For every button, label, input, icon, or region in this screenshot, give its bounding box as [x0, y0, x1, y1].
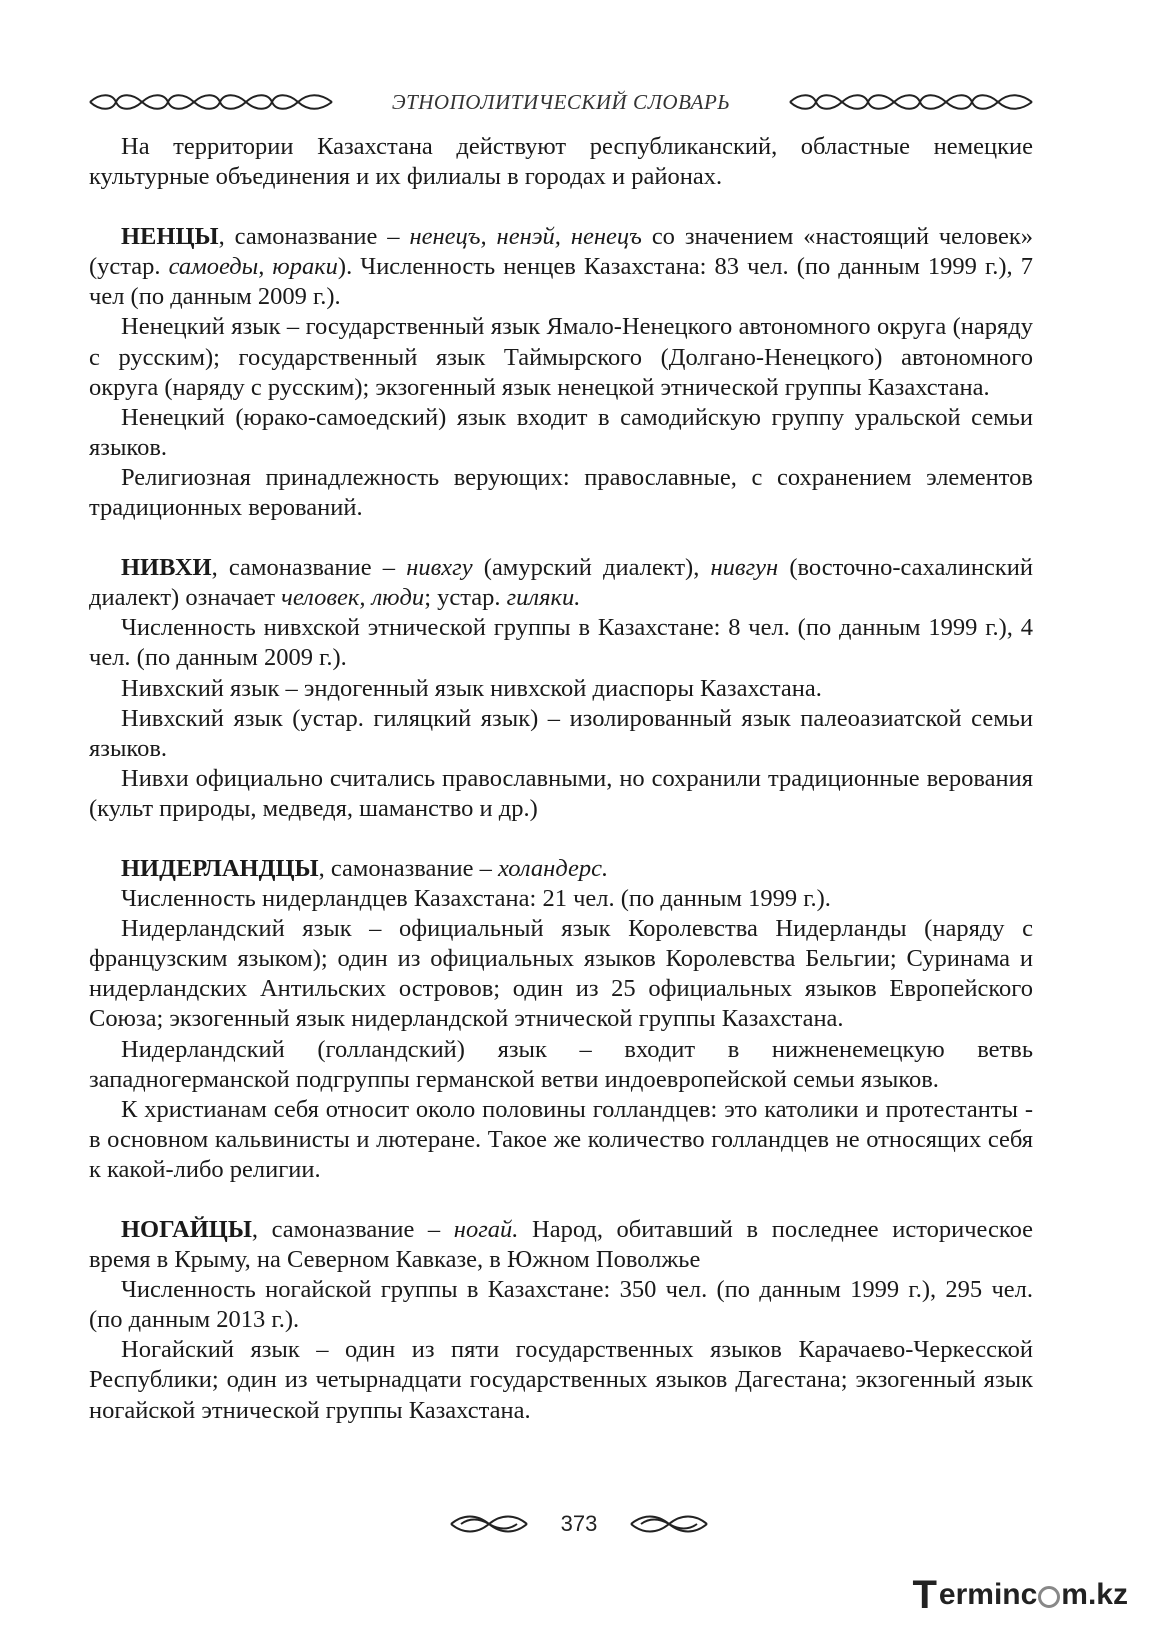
self-name: ногай.: [453, 1216, 519, 1243]
text: Численность нивхской этнической группы в Казахстане: 8 чел. (по данным 1999 г.), 4 чел. (по данным 2009 г.).: [89, 614, 1033, 672]
entry-term: НИВХИ: [121, 554, 212, 582]
text: Численность нидерландцев Казахстана: 21 чел. (по данным 1999 г.).: [121, 885, 831, 913]
text: , самоназвание –: [211, 554, 407, 582]
page-footer: [0, 1508, 1158, 1540]
entry-separator: [89, 1185, 1033, 1215]
text: Ненецкий язык – государственный язык Ямало-Ненецкого автономного округа (наряду с русским); государственный язык Таймырского (Долгано-Ненецкого) автономного округа (наряду с русским); экзогенный язык ненецкой этнической группы Казахстана.: [89, 313, 1033, 401]
watermark-t: T: [912, 1573, 937, 1617]
paragraph-germans-organizations: [89, 132, 1033, 192]
search-icon: [1038, 1586, 1060, 1608]
entry-nentsy-heading: [89, 222, 1033, 312]
self-name: холандерс.: [498, 854, 609, 882]
text: На территории Казахстана действуют республиканский, областные немецкие культурные объединения и их филиалы в городах и районах.: [89, 133, 1033, 191]
paragraph-nentsy-language-family: [89, 403, 1033, 463]
paragraph-niderlandtsy-language-family: [89, 1035, 1033, 1095]
left-ornament-icon: [86, 91, 336, 113]
old-name: самоеды, юраки: [168, 253, 338, 281]
text: К христианам себя относит около половины голландцев: это католики и протестанты - в основном кальвинисты и лютеране. Такое же количество голландцев не относящих себя к какой-либо религии.: [89, 1095, 1033, 1183]
paragraph-niderlandtsy-religion: [89, 1095, 1033, 1185]
paragraph-nivkhi-language-status: [89, 674, 1033, 704]
text: (восточно-сахалинский диалект) означает: [89, 554, 1034, 612]
entry-term: НОГАЙЦЫ: [121, 1216, 252, 1243]
meaning: человек, люди: [281, 584, 425, 612]
text: Нивхи официально считались православными, но сохранили традиционные верования (культ природы, медведя, шаманство и др.): [89, 764, 1033, 822]
paragraph-nentsy-language-status: [89, 312, 1033, 402]
entry-separator: [89, 192, 1033, 222]
text: Нивхский язык – эндогенный язык нивхской диаспоры Казахстана.: [121, 674, 822, 702]
paragraph-niderlandtsy-population: [89, 884, 1033, 914]
right-ornament-icon: [786, 91, 1036, 113]
text: Ненецкий (юрако-самоедский) язык входит в самодийскую группу уральской семьи языков.: [89, 403, 1033, 461]
text: Нидерландский (голландский) язык – входит в нижненемецкую ветвь западногерманской подгруппы германской ветви индоевропейской семьи языков.: [89, 1035, 1033, 1093]
text: , самоназвание –: [251, 1216, 454, 1243]
self-name: нивгун: [710, 554, 779, 582]
left-flourish-icon: [449, 1512, 529, 1536]
text: со значением «настоящий человек» (устар.: [89, 223, 1033, 281]
self-name: ненецъ, ненэй, ненецъ: [409, 223, 642, 251]
page-number: 373: [560, 1511, 598, 1536]
site-watermark-logo: [912, 1575, 1128, 1615]
paragraph-nogaitsy-population: [89, 1275, 1033, 1335]
paragraph-nentsy-religion: [89, 463, 1033, 523]
text: Ногайский язык – один из пяти государственных языков Карачаево-Черкесской Республики; один из четырнадцати государственных языков Дагестана; экзогенный язык ногайской этнической группы Казахстана.: [89, 1336, 1033, 1424]
entry-separator: [89, 824, 1033, 854]
running-header: [86, 88, 1036, 116]
entry-term: НЕНЦЫ: [121, 223, 219, 251]
old-name: гиляки.: [506, 584, 581, 612]
entry-nivkhi-heading: [89, 553, 1033, 613]
text: Нидерландский язык – официальный язык Королевства Нидерланды (наряду с французским языком); один из официальных языков Королевства Бельгии; Суринама и нидерландских Антильских островов; один из 25 официальных языков Европейского Союза; экзогенный язык нидерландской этнической группы Казахстана.: [89, 915, 1033, 1033]
self-name: нивхгу: [406, 554, 473, 582]
page-body: [89, 132, 1033, 1426]
entry-separator: [89, 523, 1033, 553]
right-flourish-icon: [629, 1512, 709, 1536]
text: (амурский диалект),: [472, 554, 711, 582]
watermark-text-end: m.kz: [1061, 1578, 1128, 1611]
entry-niderlandtsy-heading: [89, 854, 1033, 884]
text: Нивхский язык (устар. гиляцкий язык) – изолированный язык палеоазиатской семьи языков.: [89, 704, 1033, 762]
text: Религиозная принадлежность верующих: православные, с сохранением элементов традиционных верований.: [89, 463, 1033, 522]
paragraph-nivkhi-population: [89, 613, 1033, 673]
text: , самоназвание –: [218, 223, 410, 251]
paragraph-niderlandtsy-language-status: [89, 914, 1033, 1034]
text: ). Численность ненцев Казахстана: 83 чел. (по данным 1999 г.), 7 чел (по данным 2009 г.).: [89, 253, 1033, 311]
text: Численность ногайской группы в Казахстане: 350 чел. (по данным 1999 г.), 295 чел. (по данным 2013 г.).: [89, 1276, 1033, 1334]
text: ; устар.: [424, 584, 507, 612]
text: , самоназвание –: [318, 854, 499, 882]
paragraph-nivkhi-language-family: [89, 704, 1033, 764]
running-header-title: ЭТНОПОЛИТИЧЕСКИЙ СЛОВАРЬ: [391, 89, 731, 114]
entry-term: НИДЕРЛАНДЦЫ: [121, 854, 319, 882]
paragraph-nogaitsy-language-status: [89, 1335, 1033, 1425]
paragraph-nivkhi-religion: [89, 764, 1033, 824]
entry-nogaitsy-heading: [89, 1215, 1033, 1275]
text: Народ, обитавший в последнее историческое время в Крыму, на Северном Кавказе, в Южном Поволжье: [89, 1216, 1034, 1274]
watermark-text: erminc: [938, 1578, 1038, 1611]
